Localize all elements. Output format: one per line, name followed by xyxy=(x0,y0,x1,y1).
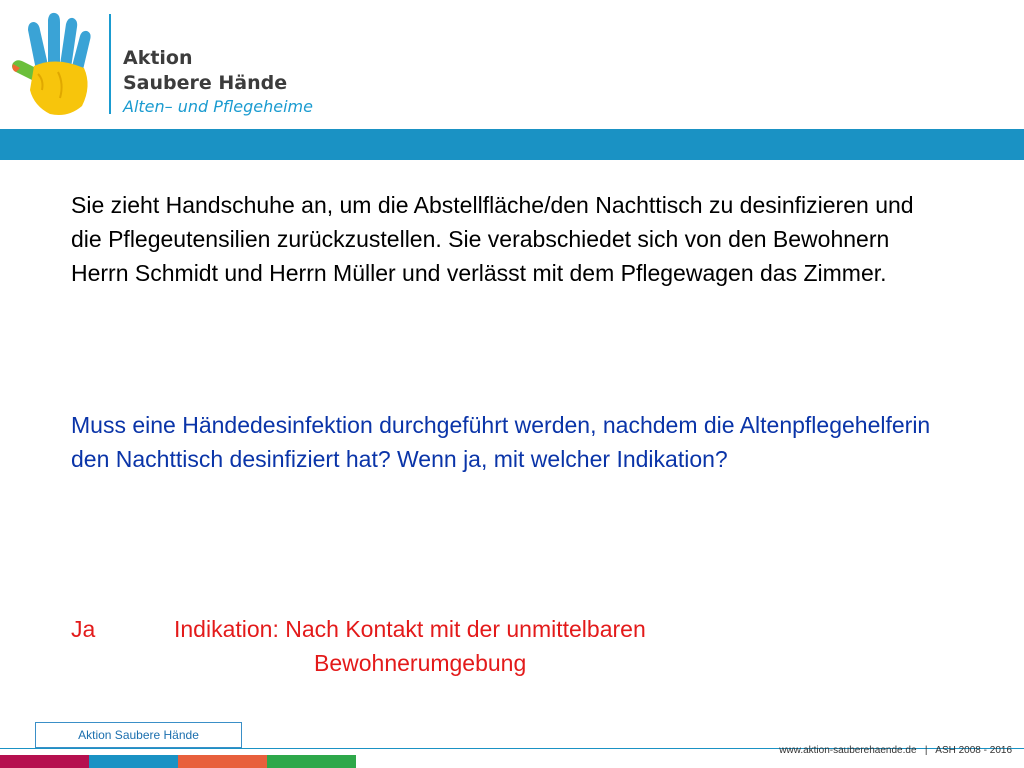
answer-indication-continued: Bewohnerumgebung xyxy=(314,650,527,676)
answer-indication: Indikation: Nach Kontakt mit der unmittelbaren xyxy=(174,616,646,642)
footer-stripe-4 xyxy=(267,755,356,768)
logo-subtitle: Saubere Hände xyxy=(123,72,288,94)
logo-tagline: Alten– und Pflegeheime xyxy=(123,97,313,116)
header-band xyxy=(0,129,1024,160)
logo-title: Aktion xyxy=(123,47,193,69)
footer-stripe-3 xyxy=(178,755,267,768)
hand-logo-icon xyxy=(8,10,104,118)
logo-divider xyxy=(109,14,111,114)
logo-text xyxy=(123,46,313,118)
copyright-text: ASH 2008 - 2016 xyxy=(935,745,1012,756)
footer-info xyxy=(779,745,1012,756)
footer-stripe-2 xyxy=(89,755,178,768)
question-text: Muss eine Händedesinfektion durchgeführt werden, nachdem die Altenpflegehelferin den Nachttisch desinfiziert hat? Wenn ja, mit welcher Indikation? xyxy=(71,412,931,472)
footer-color-stripes xyxy=(0,755,356,768)
website-link[interactable]: www.aktion-sauberehaende.de xyxy=(779,745,917,756)
footer-separator: | xyxy=(924,745,928,756)
scenario-description: Sie zieht Handschuhe an, um die Abstellfläche/den Nachttisch zu desinfizieren und die Pflegeutensilien zurückzustellen. Sie verabschiedet sich von den Bewohnern Herrn Schmidt und Herrn Müller und verlässt mit dem Pflegewagen das Zimmer. xyxy=(71,192,914,286)
answer-yes: Ja xyxy=(71,616,96,642)
footer-label: Aktion Saubere Hände xyxy=(35,722,242,748)
footer-stripe-1 xyxy=(0,755,89,768)
